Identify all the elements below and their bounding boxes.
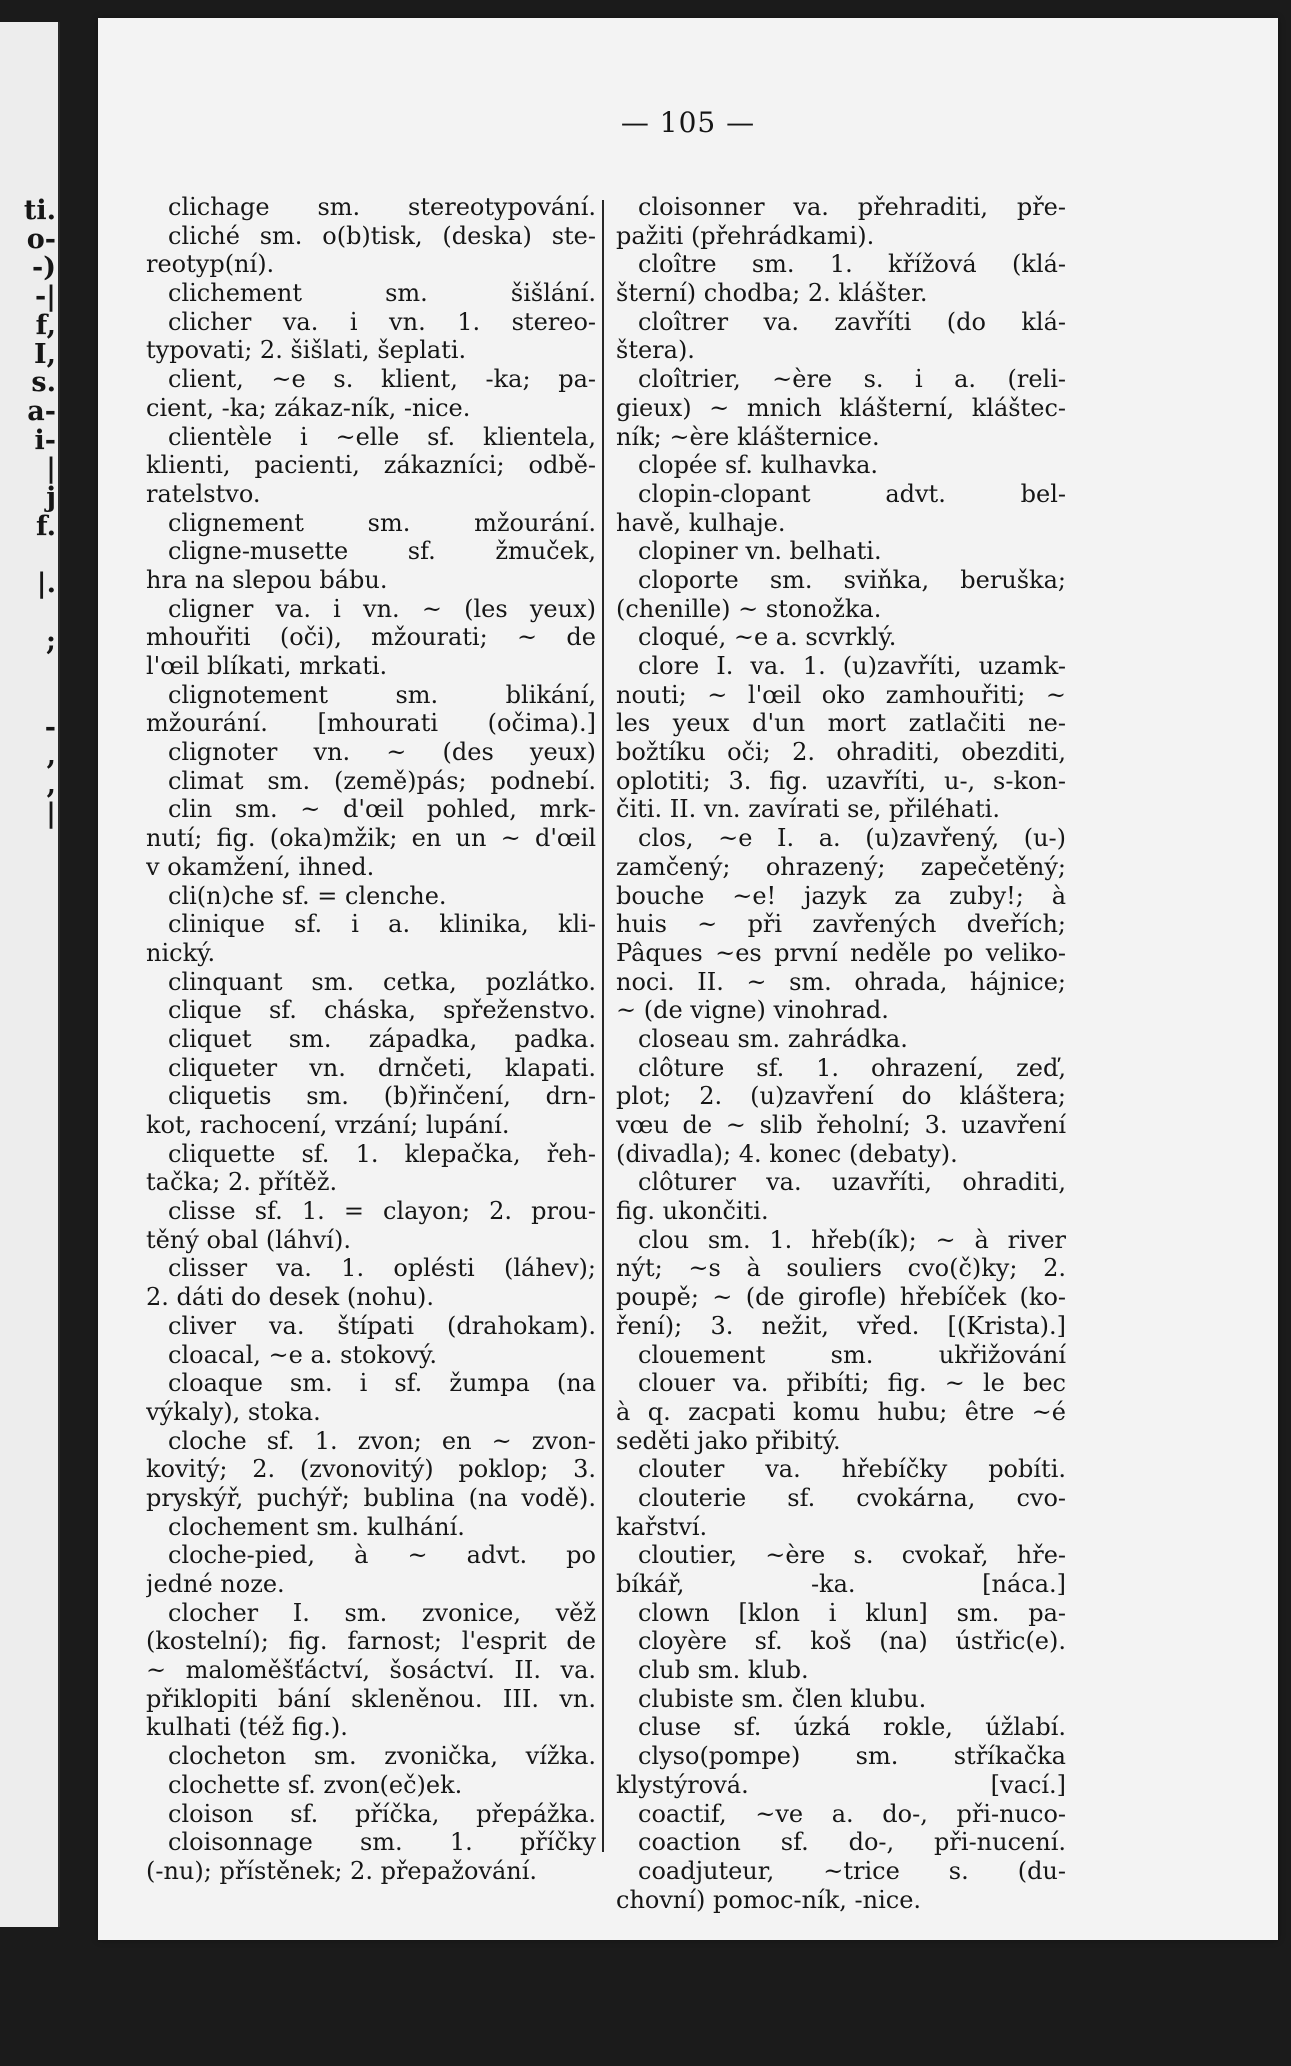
dictionary-continuation-line: v okamžení, ihned. — [146, 852, 375, 881]
dictionary-continuation-line: ník; ~ère klášternice. — [616, 422, 880, 451]
dictionary-entry-line: clichage sm. stereotypování. — [168, 193, 596, 221]
dictionary-entry-line: cloche-pied, à ~ advt. po — [168, 1541, 596, 1570]
right-column — [616, 193, 1066, 1914]
dictionary-continuation-line: nouti; ~ l'œil oko zamhouřiti; ~ — [616, 680, 1066, 709]
previous-page-fragment: f. — [35, 510, 56, 542]
dictionary-entry-line: clocheton sm. zvonička, vížka. — [168, 1742, 596, 1771]
dictionary-entry-line: clôture sf. 1. ohrazení, zeď, — [638, 1053, 1066, 1082]
dictionary-continuation-line: ~ (de vigne) vinohrad. — [616, 996, 889, 1025]
dictionary-entry-line: cliquetis sm. (b)řinčení, drn- — [168, 1082, 596, 1111]
dictionary-continuation-line: havě, kulhaje. — [616, 508, 786, 537]
dictionary-entry-line: clouterie sf. cvokárna, cvo- — [638, 1483, 1066, 1512]
dictionary-entry-line: cloaque sm. i sf. žumpa (na — [168, 1369, 596, 1398]
dictionary-entry-line: cloyère sf. koš (na) ústřic(e). — [638, 1627, 1066, 1656]
dictionary-entry-line: cloison sf. příčka, přepážka. — [168, 1799, 596, 1828]
dictionary-entry-line: clichement sm. šišlání. — [168, 279, 596, 308]
dictionary-continuation-line: nický. — [146, 938, 216, 967]
dictionary-continuation-line: l'œil blíkati, mrkati. — [146, 652, 388, 680]
dictionary-continuation-line: klystýrová. [vací.] — [616, 1770, 1066, 1799]
previous-page-fragment: | — [46, 453, 56, 485]
dictionary-entry-line: cliquet sm. západka, padka. — [168, 1024, 596, 1053]
dictionary-entry-line: cliver va. štípati (drahokam). — [168, 1311, 596, 1340]
dictionary-entry-line: cloacal, ~e a. stokový. — [168, 1340, 438, 1369]
dictionary-continuation-line: zamčený; ohrazený; zapečetěný; — [616, 852, 1066, 881]
dictionary-continuation-line: mžourání. [mhourati (očima).] — [146, 709, 596, 738]
dictionary-continuation-line: fig. ukončiti. — [616, 1197, 769, 1226]
dictionary-entry-line: clopée sf. kulhavka. — [638, 451, 879, 480]
dictionary-continuation-line: plot; 2. (u)zavření do kláštera; — [616, 1082, 1066, 1111]
dictionary-continuation-line: kařství. — [616, 1512, 708, 1541]
previous-page-fragment: ti. — [23, 195, 56, 226]
dictionary-continuation-line: výkaly), stoka. — [146, 1397, 321, 1426]
dictionary-entry-line: clouement sm. ukřižování — [638, 1340, 1066, 1369]
dictionary-continuation-line: kulhati (též fig.). — [146, 1713, 348, 1742]
dictionary-entry-line: clochette sf. zvon(eč)ek. — [168, 1770, 463, 1799]
dictionary-entry-line: cliquette sf. 1. klepačka, řeh- — [168, 1139, 596, 1168]
dictionary-continuation-line: (chenille) ~ stonožka. — [616, 594, 882, 623]
dictionary-continuation-line: oplotiti; 3. fig. uzavříti, u-, s-kon- — [616, 766, 1066, 795]
dictionary-continuation-line: ření); 3. nežit, vřed. [(Krista).] — [616, 1311, 1066, 1340]
dictionary-entry-line: cli(n)che sf. = clenche. — [168, 881, 447, 910]
previous-page-fragment: , — [46, 740, 56, 772]
dictionary-entry-line: climat sm. (země)pás; podnebí. — [168, 766, 596, 795]
dictionary-continuation-line: chovní) pomoc-ník, -nice. — [616, 1885, 922, 1914]
dictionary-continuation-line: ~ maloměšťáctví, šosáctví. II. va. — [146, 1656, 596, 1685]
dictionary-entry-line: cloîtrier, ~ère s. i a. (reli- — [638, 365, 1066, 394]
dictionary-continuation-line: vœu de ~ slib řeholní; 3. uzavření — [616, 1111, 1066, 1139]
previous-page-fragment: | — [46, 797, 56, 829]
dictionary-entry-line: cloître sm. 1. křížová (klá- — [638, 250, 1066, 279]
dictionary-entry-line: clubiste sm. člen klubu. — [638, 1684, 927, 1713]
dictionary-continuation-line: (divadla); 4. konec (debaty). — [616, 1139, 958, 1168]
previous-page-fragment: |. — [36, 568, 56, 600]
dictionary-entry-line: client, ~e s. klient, -ka; pa- — [168, 365, 596, 394]
dictionary-continuation-line: čiti. II. vn. zavírati se, přiléhati. — [616, 795, 1000, 824]
dictionary-continuation-line: (-nu); přístěnek; 2. přepažování. — [146, 1856, 538, 1885]
dictionary-entry-line: clouer va. přibíti; fig. ~ le bec — [638, 1369, 1066, 1398]
previous-page-fragment: , — [46, 769, 56, 800]
dictionary-continuation-line: reotyp(ní). — [146, 250, 275, 279]
dictionary-entry-line: clignoter vn. ~ (des yeux) — [168, 738, 596, 767]
dictionary-continuation-line: pažiti (přehrádkami). — [616, 221, 875, 250]
dictionary-continuation-line: ratelstvo. — [146, 479, 261, 508]
dictionary-entry-line: cloqué, ~e a. scvrklý. — [638, 623, 897, 652]
dictionary-continuation-line: kovitý; 2. (zvonovitý) poklop; 3. — [146, 1455, 596, 1484]
dictionary-entry-line: cloporte sm. sviňka, beruška; — [638, 565, 1066, 594]
dictionary-continuation-line: nýt; ~s à souliers cvo(č)ky; 2. — [616, 1254, 1066, 1283]
dictionary-continuation-line: gieux) ~ mnich klášterní, kláštec- — [616, 393, 1066, 422]
previous-page-fragment: I, — [33, 338, 56, 370]
dictionary-entry-line: clocher I. sm. zvonice, věž — [168, 1598, 596, 1627]
dictionary-continuation-line: šterní) chodba; 2. klášter. — [616, 279, 928, 308]
dictionary-entry-line: clou sm. 1. hřeb(ík); ~ à river — [638, 1225, 1066, 1254]
dictionary-entry-line: clôturer va. uzavříti, ohraditi, — [638, 1168, 1066, 1197]
dictionary-continuation-line: božtíku oči; 2. ohraditi, obezditi, — [616, 738, 1066, 767]
dictionary-page — [98, 18, 1278, 1940]
dictionary-continuation-line: huis ~ při zavřených dveřích; — [616, 910, 1066, 939]
dictionary-entry-line: cliché sm. o(b)tisk, (deska) ste- — [168, 221, 596, 250]
previous-page-fragment: a- — [27, 395, 56, 427]
dictionary-continuation-line: mhouřiti (oči), mžourati; ~ de — [146, 623, 596, 652]
previous-page-fragment: s. — [31, 367, 56, 399]
dictionary-continuation-line: přiklopiti bání skleněnou. III. vn. — [146, 1684, 596, 1713]
dictionary-continuation-line: těný obal (láhví). — [146, 1225, 351, 1254]
dictionary-continuation-line: Pâques ~es první neděle po veliko- — [616, 938, 1066, 967]
dictionary-entry-line: cloîtrer va. zavříti (do klá- — [638, 307, 1066, 336]
dictionary-entry-line: clochement sm. kulhání. — [168, 1512, 465, 1541]
column-divider — [602, 200, 604, 1852]
dictionary-entry-line: clignement sm. mžourání. — [168, 508, 596, 537]
dictionary-continuation-line: 2. dáti do desek (nohu). — [146, 1283, 435, 1312]
dictionary-continuation-line: poupě; ~ (de girofle) hřebíček (ko- — [616, 1283, 1066, 1312]
dictionary-continuation-line: seděti jako přibitý. — [616, 1426, 841, 1455]
dictionary-entry-line: clinquant sm. cetka, pozlátko. — [168, 967, 596, 996]
dictionary-entry-line: cliqueter vn. drnčeti, klapati. — [168, 1053, 596, 1082]
dictionary-entry-line: clouter va. hřebíčky pobíti. — [638, 1455, 1066, 1484]
dictionary-continuation-line: noci. II. ~ sm. ohrada, hájnice; — [616, 967, 1066, 996]
dictionary-entry-line: clisser va. 1. oplésti (láhev); — [168, 1254, 596, 1283]
dictionary-entry-line: cloche sf. 1. zvon; en ~ zvon- — [168, 1426, 596, 1455]
dictionary-entry-line: coadjuteur, ~trice s. (du- — [638, 1856, 1066, 1885]
dictionary-entry-line: clown [klon i klun] sm. pa- — [638, 1598, 1066, 1627]
dictionary-entry-line: cloisonner va. přehraditi, pře- — [638, 193, 1066, 221]
dictionary-entry-line: clos, ~e I. a. (u)zavřený, (u-) — [638, 824, 1066, 853]
previous-page-fragment: -| — [34, 281, 56, 313]
previous-page-fragment: f, — [35, 309, 56, 341]
dictionary-entry-line: cloisonnage sm. 1. příčky — [168, 1828, 596, 1857]
previous-page-fragment: i- — [34, 424, 56, 456]
dictionary-continuation-line: pryskýř, puchýř; bublina (na vodě). — [146, 1483, 596, 1512]
dictionary-entry-line: clyso(pompe) sm. stříkačka — [638, 1742, 1066, 1771]
dictionary-continuation-line: nutí; fig. (oka)mžik; en un ~ d'œil — [146, 824, 596, 853]
previous-page-fragment: o- — [26, 223, 56, 255]
dictionary-entry-line: clore I. va. 1. (u)zavříti, uzamk- — [638, 652, 1066, 680]
page-number: — 105 — — [620, 106, 756, 139]
dictionary-continuation-line: à q. zacpati komu hubu; être ~é — [616, 1397, 1066, 1426]
dictionary-entry-line: clique sf. cháska, spřeženstvo. — [168, 996, 596, 1025]
previous-page-fragment: -) — [32, 252, 56, 284]
dictionary-entry-line: clignotement sm. blikání, — [168, 680, 596, 709]
dictionary-continuation-line: klienti, pacienti, zákazníci; odbě- — [146, 451, 596, 480]
dictionary-continuation-line: jedné noze. — [146, 1570, 285, 1598]
dictionary-continuation-line: tačka; 2. přítěž. — [146, 1168, 338, 1197]
dictionary-entry-line: clin sm. ~ d'œil pohled, mrk- — [168, 795, 596, 824]
dictionary-continuation-line: bouche ~e! jazyk za zuby!; à — [616, 881, 1066, 910]
dictionary-continuation-line: (kostelní); fig. farnost; l'esprit de — [146, 1627, 596, 1656]
dictionary-entry-line: clopin-clopant advt. bel- — [638, 479, 1066, 508]
previous-page-fragment: - — [44, 711, 56, 743]
dictionary-entry-line: club sm. klub. — [638, 1656, 809, 1685]
dictionary-continuation-line: bíkář, -ka. [náca.] — [616, 1570, 1066, 1598]
dictionary-entry-line: coaction sf. do-, při-nucení. — [638, 1828, 1066, 1857]
dictionary-entry-line: coactif, ~ve a. do-, při-nuco- — [638, 1799, 1066, 1828]
dictionary-entry-line: clisse sf. 1. = clayon; 2. prou- — [168, 1197, 596, 1226]
dictionary-entry-line: clicher va. i vn. 1. stereo- — [168, 307, 596, 336]
dictionary-entry-line: clinique sf. i a. klinika, kli- — [168, 910, 596, 939]
left-column — [146, 193, 596, 1886]
previous-page-fragment: j — [46, 482, 56, 513]
dictionary-continuation-line: štera). — [616, 336, 695, 365]
dictionary-entry-line: closeau sm. zahrádka. — [638, 1024, 908, 1053]
dictionary-continuation-line: les yeux d'un mort zatlačiti ne- — [616, 709, 1066, 738]
previous-page-fragment: ; — [46, 625, 56, 657]
dictionary-entry-line: cluse sf. úzká rokle, úžlabí. — [638, 1713, 1066, 1742]
dictionary-entry-line: cligne-musette sf. žmuček, — [168, 537, 596, 566]
previous-page-edge — [0, 22, 60, 1927]
dictionary-entry-line: cligner va. i vn. ~ (les yeux) — [168, 594, 596, 623]
dictionary-entry-line: clopiner vn. belhati. — [638, 537, 882, 566]
dictionary-continuation-line: hra na slepou bábu. — [146, 565, 388, 594]
dictionary-continuation-line: kot, rachocení, vrzání; lupání. — [146, 1111, 510, 1139]
dictionary-entry-line: clientèle i ~elle sf. klientela, — [168, 422, 596, 451]
dictionary-continuation-line: typovati; 2. šišlati, šeplati. — [146, 336, 467, 365]
dictionary-continuation-line: cient, -ka; zákaz-ník, -nice. — [146, 393, 471, 422]
dictionary-entry-line: cloutier, ~ère s. cvokař, hře- — [638, 1541, 1066, 1570]
